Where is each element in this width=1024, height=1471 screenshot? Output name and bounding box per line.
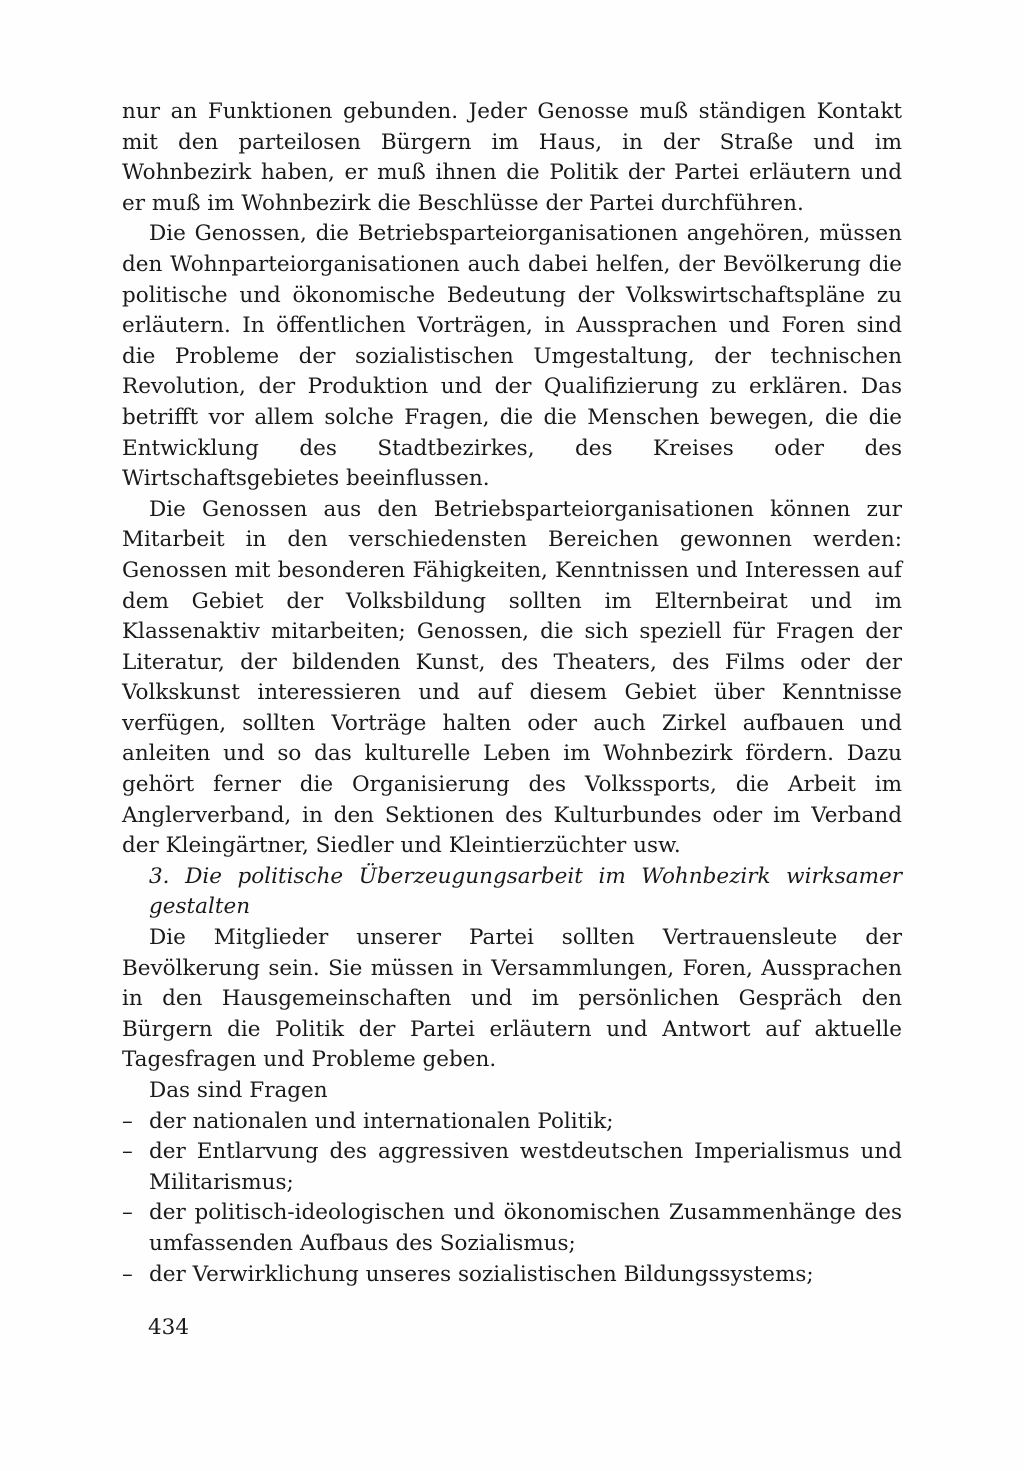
paragraph-1: nur an Funktionen gebunden. Jeder Genosse muß ständigen Kontakt mit den parteilosen Bürgern im Haus, in der Straße und im Wohnbezirk haben, er muß ihnen die Politik der Partei erläutern und er muß im Wohnbezirk die Beschlüsse der Partei durchführen.: [122, 99, 902, 216]
dash-marker: –: [122, 1261, 133, 1287]
dash-marker: –: [122, 1108, 133, 1134]
paragraph-2: Die Genossen, die Betriebsparteiorganisationen angehören, müssen den Wohnparteiorganisationen auch dabei helfen, der Bevölkerung die politische und ökonomische Bedeutung der Volkswirtschaftspläne zu erläutern. In öffentlichen Vorträgen, in Aussprachen und Foren sind die Probleme der sozialistischen Umgestaltung, der technischen Revolution, der Produktion und der Qualifizierung zu erklären. Das betrifft vor allem solche Fragen, die die Menschen bewegen, die die Entwicklung des Stadtbezirkes, des Kreises oder des Wirtschaftsgebietes beeinflussen.: [122, 221, 902, 492]
question-list: [122, 1107, 902, 1291]
paragraph-5: Das sind Fragen: [149, 1078, 328, 1103]
body-text: [122, 97, 902, 1290]
list-item: [122, 1260, 902, 1291]
list-item-text: der nationalen und internationalen Politik;: [149, 1108, 614, 1134]
section-heading: 3. Die politische Überzeugungsarbeit im Wohnbezirk wirksamer gestalten: [149, 863, 902, 920]
paragraph-3: Die Genossen aus den Betriebsparteiorganisationen können zur Mitarbeit in den verschiedensten Bereichen gewonnen werden: Genossen mit besonderen Fähigkeiten, Kenntnissen und Interessen auf dem Gebiet der Volksbildung sollten im Elternbeirat und im Klassenaktiv mitarbeiten; Genossen, die sich speziell für Fragen der Literatur, der bildenden Kunst, des Theaters, des Films oder der Volkskunst interessieren und auf diesem Gebiet über Kenntnisse verfügen, sollten Vorträge halten oder auch Zirkel aufbauen und anleiten und so das kulturelle Leben im Wohnbezirk fördern. Dazu gehört ferner die Organisierung des Volkssports, die Arbeit im Anglerverband, in den Sektionen des Kulturbundes oder im Verband der Kleingärtner, Siedler und Kleintierzüchter usw.: [122, 496, 902, 859]
list-item: [122, 1107, 902, 1138]
dash-marker: –: [122, 1200, 133, 1226]
dash-marker: –: [122, 1139, 133, 1165]
paragraph-4: Die Mitglieder unserer Partei sollten Vertrauensleute der Bevölkerung sein. Sie müssen in Versammlungen, Foren, Aussprachen in den Hausgemeinschaften und im persönlichen Gespräch den Bürgern die Politik der Partei erläutern und Antwort auf aktuelle Tagesfragen und Probleme geben.: [122, 925, 902, 1073]
list-item-text: der Entlarvung des aggressiven westdeutschen Imperialismus und Militarismus;: [149, 1139, 902, 1195]
list-item-text: der Verwirklichung unseres sozialistischen Bildungssystems;: [149, 1261, 814, 1287]
list-item: [122, 1137, 902, 1198]
page-number: 434: [148, 1315, 190, 1340]
list-item: [122, 1198, 902, 1259]
list-item-text: der politisch-ideologischen und ökonomischen Zusammenhänge des umfassenden Aufbaus des Sozialismus;: [149, 1200, 902, 1256]
